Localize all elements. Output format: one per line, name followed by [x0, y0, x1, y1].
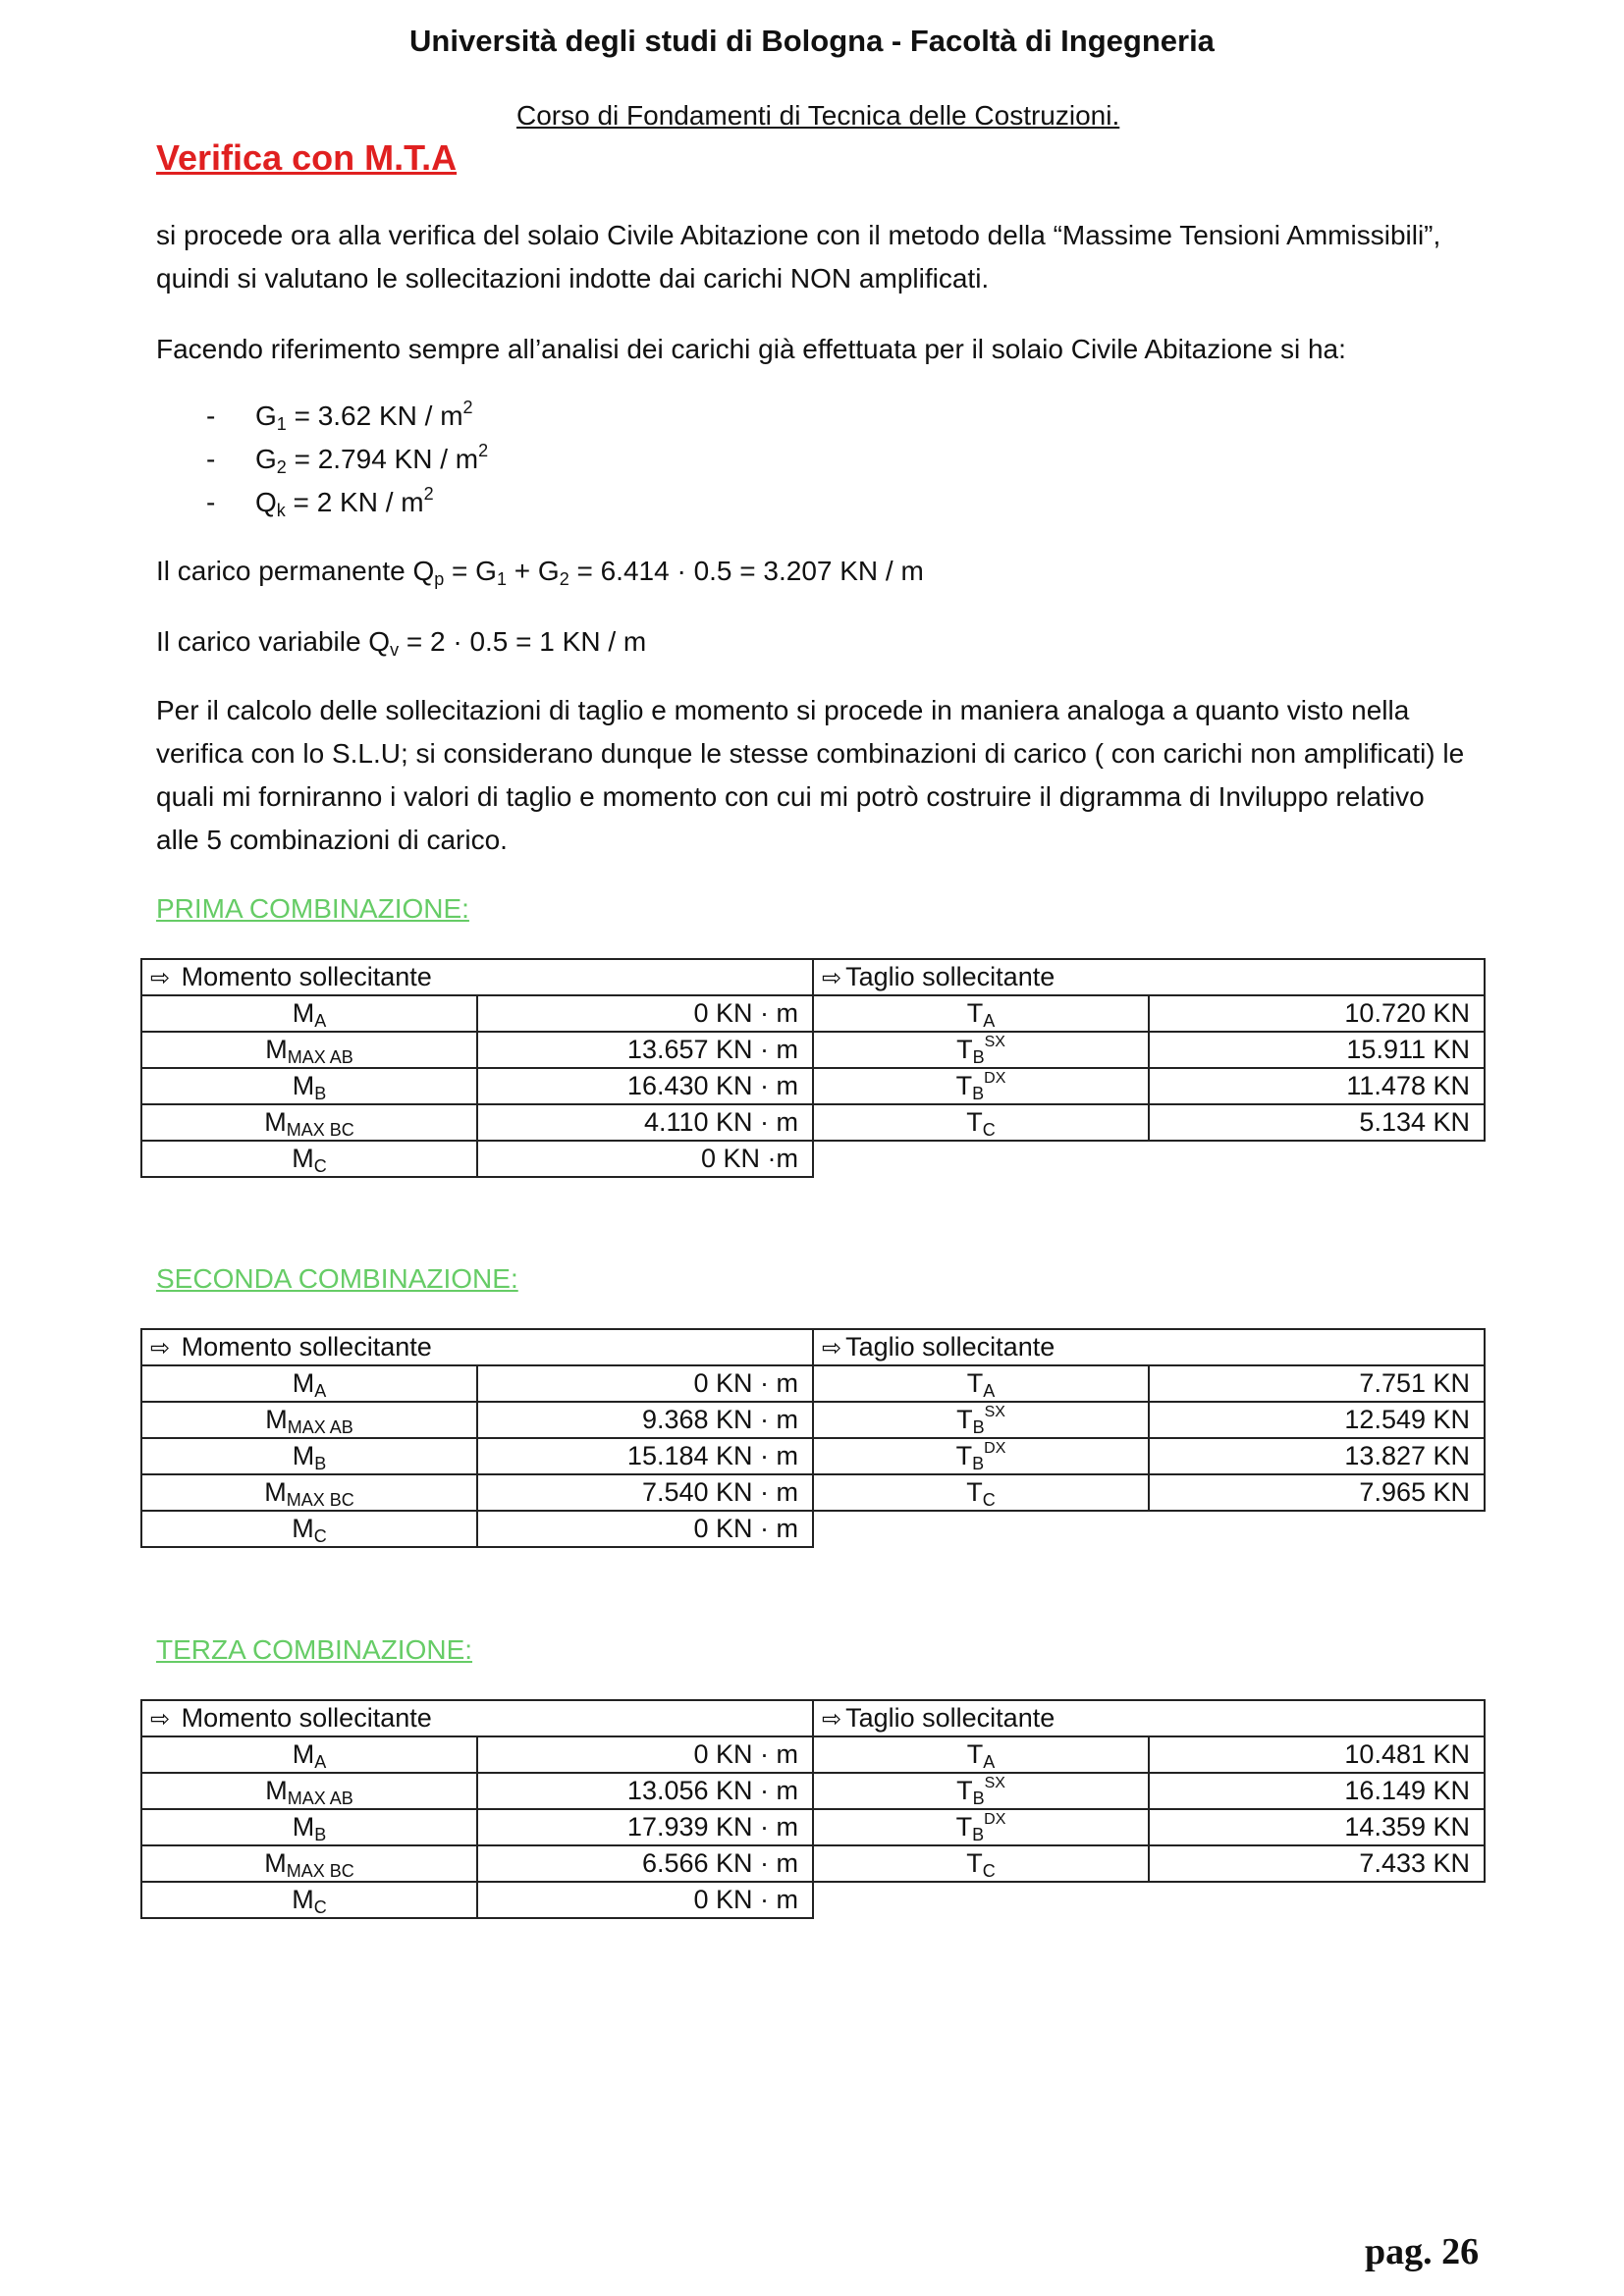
load-item-qk: - $Q_k = 2$ KN / $m^2$: [206, 484, 434, 520]
shear-label-c: $T_C$: [813, 1104, 1149, 1141]
shear-label-c: $T_C$: [813, 1845, 1149, 1882]
shear-label-b-sx: $T_B^{SX}$: [813, 1402, 1149, 1438]
table-header-row: [141, 959, 1485, 995]
moment-label-max-bc: $M_{MAX BC}$: [141, 1845, 477, 1882]
moment-label-max-ab: $M_{MAX AB}$: [141, 1773, 477, 1809]
intro-line-1: si procede ora alla verifica del solaio Civile Abitazione con il metodo della “Massime Tensioni Ammissibili”,: [156, 220, 1441, 250]
moment-value: 0 KN ·m: [477, 1141, 813, 1177]
procedure-paragraph: [156, 689, 1477, 862]
arrow-right-icon: ⇨: [822, 1335, 842, 1362]
shear-label-c: $T_C$: [813, 1474, 1149, 1511]
arrow-right-icon: ⇨: [822, 1706, 842, 1733]
moment-value: 7.540 KN · m: [477, 1474, 813, 1511]
combination-table: [140, 1699, 1486, 1919]
moment-label-max-bc: $M_{MAX BC}$: [141, 1474, 477, 1511]
analysis-reference: Facendo riferimento sempre all’analisi dei carichi già effettuata per il solaio Civile Abitazione si ha:: [156, 334, 1346, 364]
moment-value: 15.184 KN · m: [477, 1438, 813, 1474]
table-header-row: [141, 1700, 1485, 1736]
permanent-load-line: Il carico permanente $Q_p = G_1 + G_2 = 6.414 \cdot 0.5 = 3.207$ KN / m: [156, 556, 924, 589]
shear-header: ⇨ Taglio sollecitante: [813, 1700, 1485, 1736]
moment-label-c: $M_C$: [141, 1141, 477, 1177]
load-item-g1: - $G_1 = 3.62$ KN / $m^2$: [206, 398, 473, 434]
shear-label-a: $T_A$: [813, 1365, 1149, 1402]
combination-title: TERZA COMBINAZIONE:: [156, 1634, 473, 1665]
arrow-right-icon: ⇨: [822, 965, 842, 991]
table-header-row: [141, 1329, 1485, 1365]
arrow-right-icon: ⇨: [150, 965, 171, 991]
loads-list: [206, 395, 488, 524]
moment-header: ⇨ Momento sollecitante: [141, 1329, 813, 1365]
moment-value: 16.430 KN · m: [477, 1068, 813, 1104]
shear-value: 7.965 KN: [1149, 1474, 1485, 1511]
table-row: [141, 1438, 1485, 1474]
moment-label-b: $M_B$: [141, 1438, 477, 1474]
shear-label-a: $T_A$: [813, 1736, 1149, 1773]
moment-value: 0 KN · m: [477, 1365, 813, 1402]
shear-value: 16.149 KN: [1149, 1773, 1485, 1809]
table-row: [141, 995, 1485, 1032]
table-row: [141, 1511, 1485, 1547]
moment-label-c: $M_C$: [141, 1882, 477, 1918]
procedure-line: Per il calcolo delle sollecitazioni di taglio e momento si procede in maniera analoga a quanto visto nella: [156, 695, 1410, 725]
table-row: [141, 1773, 1485, 1809]
moment-value: 17.939 KN · m: [477, 1809, 813, 1845]
table-row: [141, 1736, 1485, 1773]
procedure-line: alle 5 combinazioni di carico.: [156, 825, 508, 855]
procedure-line: verifica con lo S.L.U; si considerano dunque le stesse combinazioni di carico ( con carichi non amplificati) le: [156, 738, 1465, 769]
combination-title: SECONDA COMBINAZIONE:: [156, 1263, 518, 1294]
moment-label-c: $M_C$: [141, 1511, 477, 1547]
procedure-line: quali mi forniranno i valori di taglio e momento con cui mi potrò costruire il digramma di Inviluppo relativo: [156, 781, 1425, 812]
shear-value: 11.478 KN: [1149, 1068, 1485, 1104]
shear-value: 10.481 KN: [1149, 1736, 1485, 1773]
section-title: Verifica con M.T.A: [156, 137, 458, 178]
moment-value: 0 KN · m: [477, 995, 813, 1032]
moment-header: ⇨ Momento sollecitante: [141, 1700, 813, 1736]
shear-value: 12.549 KN: [1149, 1402, 1485, 1438]
moment-value: 4.110 KN · m: [477, 1104, 813, 1141]
table-row: [141, 1068, 1485, 1104]
moment-label-b: $M_B$: [141, 1068, 477, 1104]
shear-label-a: $T_A$: [813, 995, 1149, 1032]
moment-label-a: $M_A$: [141, 1365, 477, 1402]
combination-table: [140, 1328, 1486, 1548]
shear-label-b-sx: $T_B^{SX}$: [813, 1032, 1149, 1068]
load-item-g2: - $G_2 = 2.794$ KN / $m^2$: [206, 441, 489, 477]
moment-value: 0 KN · m: [477, 1882, 813, 1918]
shear-value: 7.433 KN: [1149, 1845, 1485, 1882]
table-row: [141, 1365, 1485, 1402]
moment-value: 6.566 KN · m: [477, 1845, 813, 1882]
shear-header: ⇨ Taglio sollecitante: [813, 959, 1485, 995]
moment-value: 13.056 KN · m: [477, 1773, 813, 1809]
shear-label-b-sx: $T_B^{SX}$: [813, 1773, 1149, 1809]
arrow-right-icon: ⇨: [150, 1335, 171, 1362]
shear-value: 10.720 KN: [1149, 995, 1485, 1032]
table-row: [141, 1474, 1485, 1511]
combination-table: [140, 958, 1486, 1178]
shear-value: 13.827 KN: [1149, 1438, 1485, 1474]
moment-label-max-ab: $M_{MAX AB}$: [141, 1032, 477, 1068]
moment-label-b: $M_B$: [141, 1809, 477, 1845]
intro-paragraph: [156, 214, 1477, 300]
table-row: [141, 1032, 1485, 1068]
shear-value: 15.911 KN: [1149, 1032, 1485, 1068]
table-row: [141, 1809, 1485, 1845]
table-row: [141, 1104, 1485, 1141]
arrow-right-icon: ⇨: [150, 1706, 171, 1733]
combination-title: PRIMA COMBINAZIONE:: [156, 893, 469, 924]
intro-line-2: quindi si valutano le sollecitazioni indotte dai carichi NON amplificati.: [156, 263, 990, 294]
university-header: Università degli studi di Bologna - Facoltà di Ingegneria: [409, 24, 1215, 58]
table-row: [141, 1402, 1485, 1438]
moment-value: 0 KN · m: [477, 1511, 813, 1547]
shear-value: 14.359 KN: [1149, 1809, 1485, 1845]
table-row: [141, 1141, 1485, 1177]
page-number: pag. 26: [1365, 2231, 1480, 2272]
variable-load-line: Il carico variabile $Q_v = 2 \cdot 0.5 = 1$ KN / m: [156, 626, 647, 660]
shear-label-b-dx: $T_B^{DX}$: [813, 1438, 1149, 1474]
moment-value: 0 KN · m: [477, 1736, 813, 1773]
shear-label-b-dx: $T_B^{DX}$: [813, 1809, 1149, 1845]
moment-label-max-bc: $M_{MAX BC}$: [141, 1104, 477, 1141]
shear-value: 7.751 KN: [1149, 1365, 1485, 1402]
shear-value: 5.134 KN: [1149, 1104, 1485, 1141]
moment-header: ⇨ Momento sollecitante: [141, 959, 813, 995]
moment-label-a: $M_A$: [141, 1736, 477, 1773]
moment-value: 13.657 KN · m: [477, 1032, 813, 1068]
shear-label-b-dx: $T_B^{DX}$: [813, 1068, 1149, 1104]
moment-label-a: $M_A$: [141, 995, 477, 1032]
moment-value: 9.368 KN · m: [477, 1402, 813, 1438]
table-row: [141, 1882, 1485, 1918]
moment-label-max-ab: $M_{MAX AB}$: [141, 1402, 477, 1438]
table-row: [141, 1845, 1485, 1882]
course-header: Corso di Fondamenti di Tecnica delle Costruzioni.: [516, 100, 1120, 131]
shear-header: ⇨ Taglio sollecitante: [813, 1329, 1485, 1365]
